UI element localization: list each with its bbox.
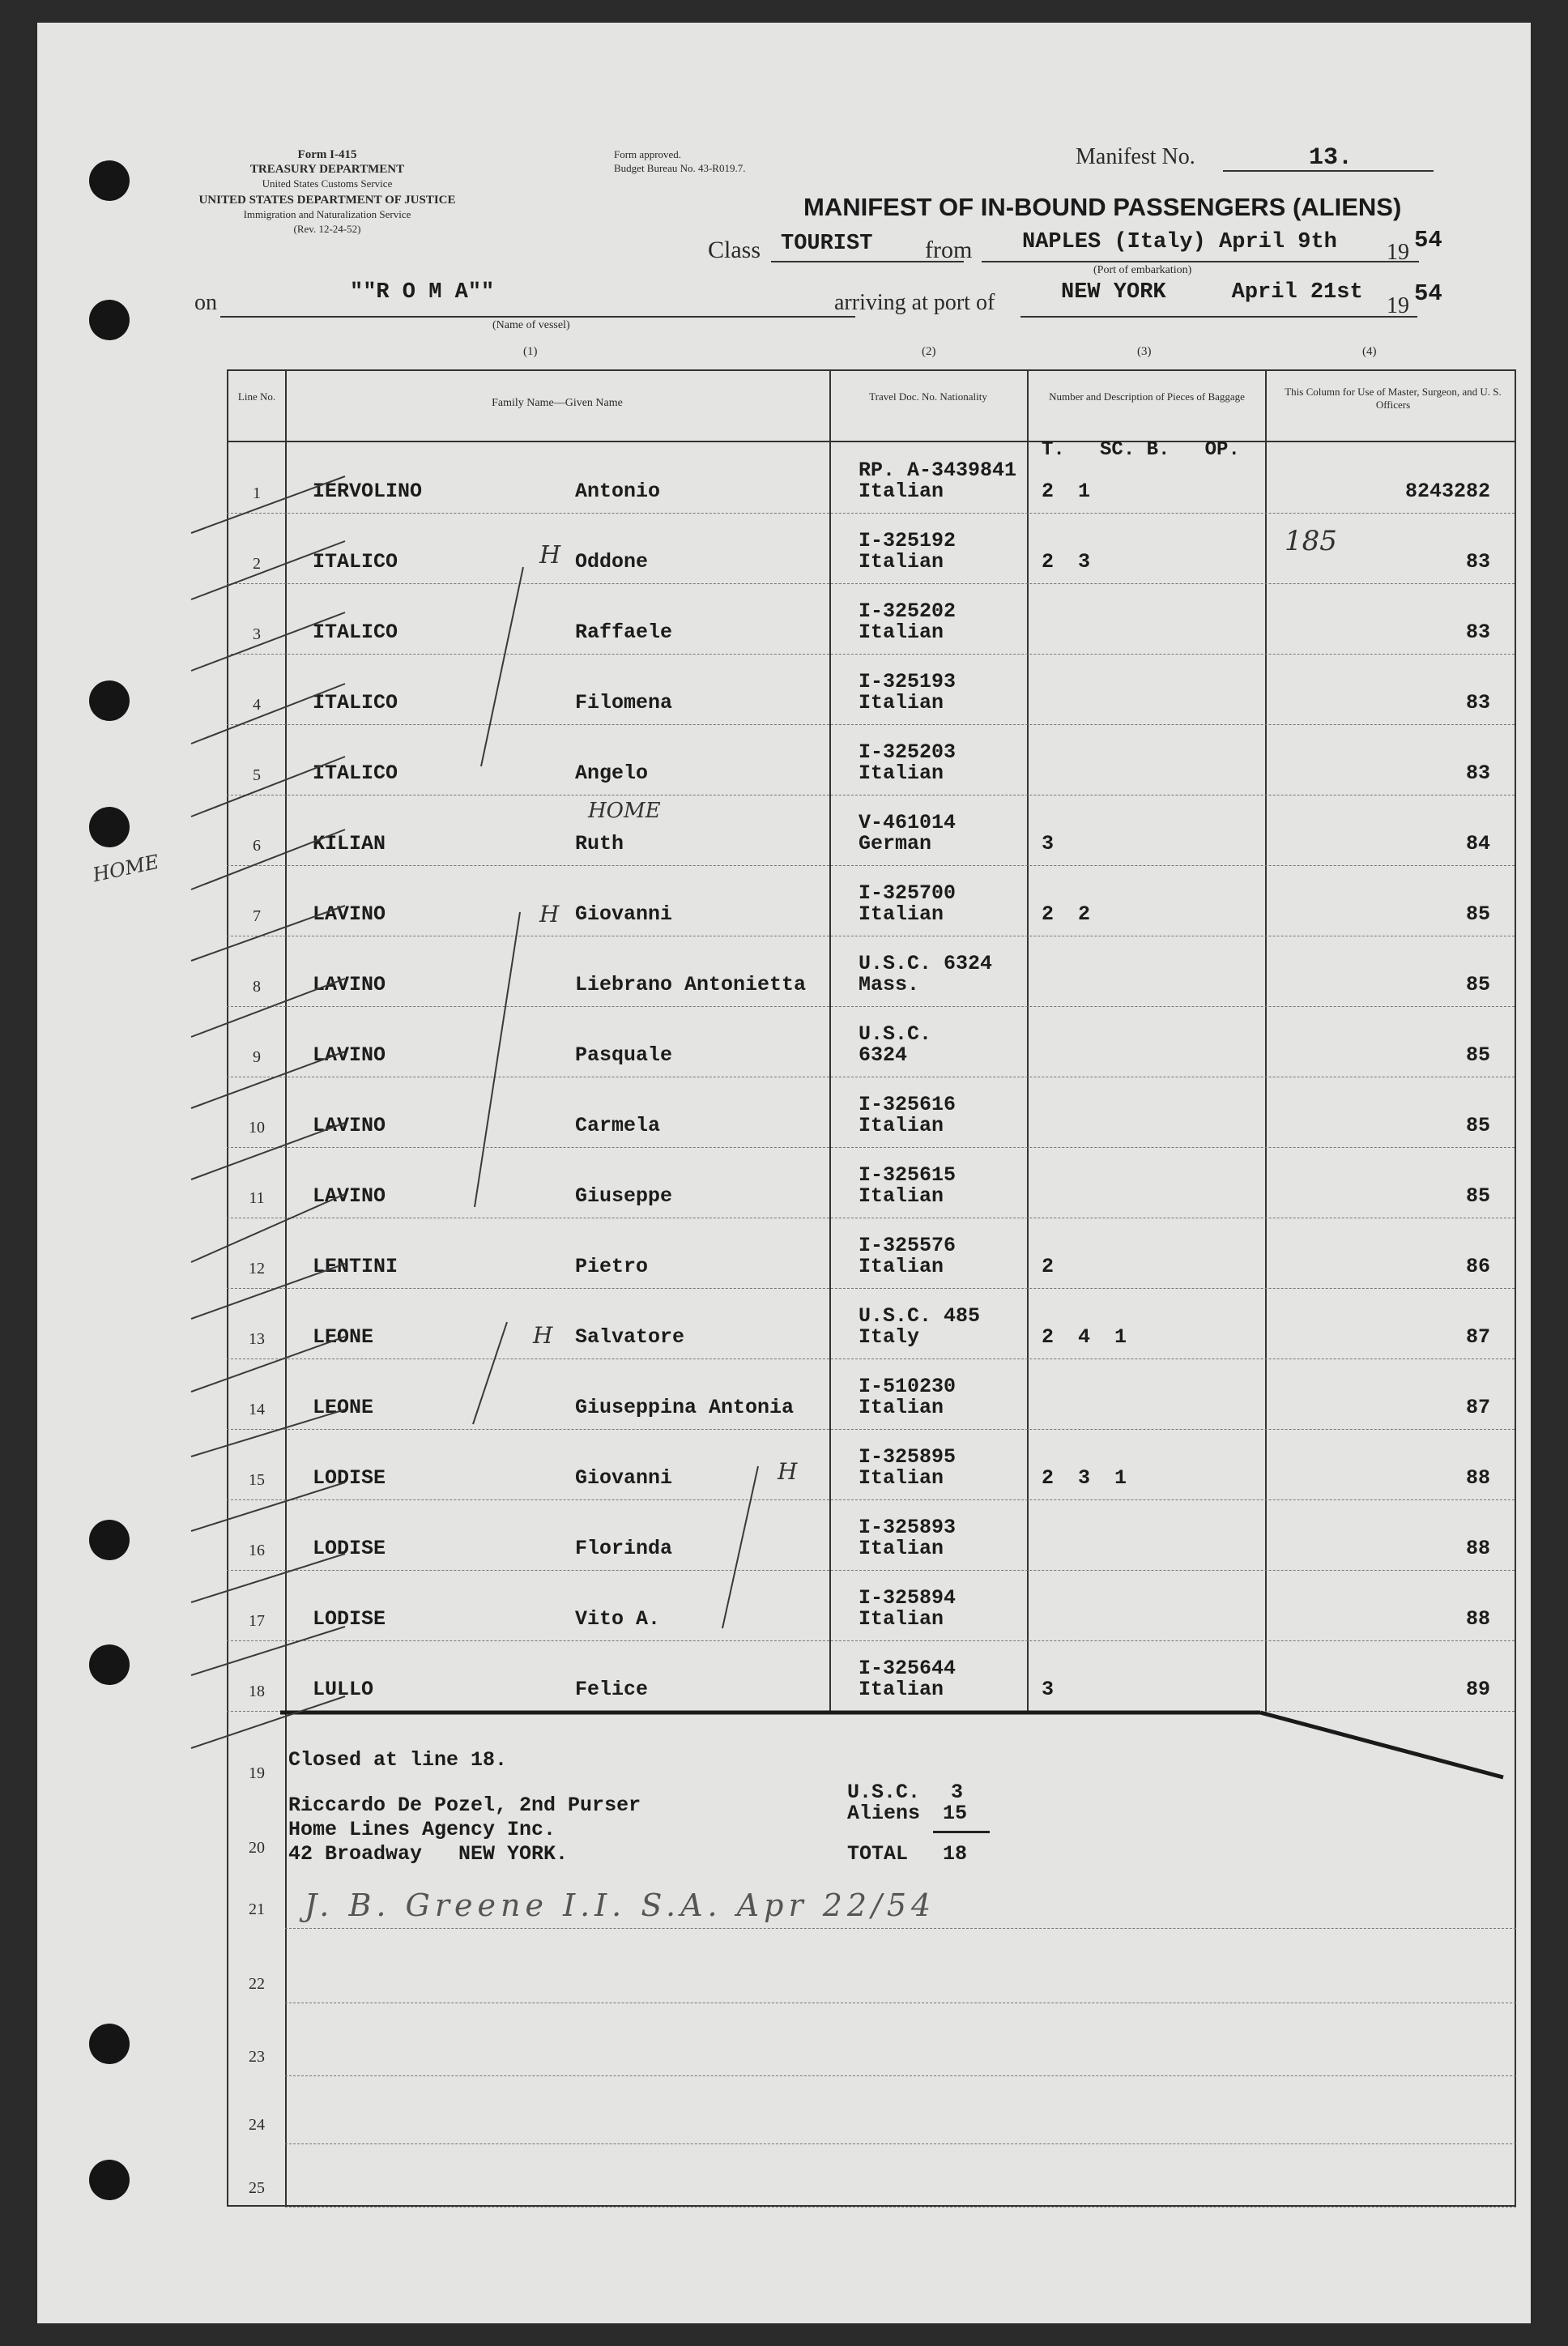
travel-doc-number: U.S.C. 6324 [859,952,993,975]
given-name: Felice [575,1678,649,1701]
line-number: 17 [249,1612,265,1630]
check-mark [191,1264,345,1319]
given-name: Angelo [575,761,649,785]
usc-label: U.S.C. [847,1781,921,1804]
baggage-count: 2 3 [1042,550,1091,574]
nationality: Italian [859,1607,944,1631]
given-name: Vito A. [575,1607,661,1631]
year-value: 54 [1414,227,1442,254]
given-name: Carmela [575,1114,661,1137]
nationality: Italian [859,621,944,644]
check-mark [191,612,345,671]
officer-column: 85 [1465,1043,1490,1067]
check-mark [191,830,345,889]
travel-doc-number: I-325893 [859,1516,957,1539]
check-mark [191,1337,345,1392]
check-mark [191,541,345,599]
officer-column: 88 [1465,1466,1490,1490]
handwritten-home-margin: HOME [90,850,161,887]
officer-column: 85 [1465,1184,1490,1208]
check-mark [191,979,345,1037]
travel-doc-number: I-325644 [859,1657,957,1680]
col-num: (3) [1137,345,1152,358]
given-name: Liebrano Antonietta [575,973,807,996]
nationality: Italian [859,1678,944,1701]
handwritten-h: H [778,1458,798,1485]
nationality: Italian [859,1184,944,1208]
total-count: 18 [943,1842,968,1866]
officer-column: 87 [1465,1325,1490,1349]
line-number: 23 [249,2048,265,2066]
baggage-count: 2 4 1 [1042,1325,1127,1349]
officer-column: 89 [1465,1678,1490,1701]
line-number: 6 [253,837,261,855]
line-number: 9 [253,1048,261,1066]
officer-column: 8243282 [1404,480,1490,503]
family-name: LAVINO [313,1114,386,1137]
family-name: LODISE [313,1537,386,1560]
handwritten-h: H [539,901,560,928]
family-name: LAVINO [313,973,386,996]
officer-column: 86 [1465,1255,1490,1278]
officer-column: 83 [1465,621,1490,644]
line-number: 2 [253,555,261,573]
page-title: MANIFEST OF IN-BOUND PASSENGERS (ALIENS) [803,193,1402,221]
handwritten-home: HOME [588,799,661,823]
manifest-page [37,23,1531,2323]
nationality: Italian [859,902,944,926]
travel-doc-number: I-325894 [859,1586,957,1610]
given-name: Ruth [575,832,624,855]
line-number: 3 [253,625,261,643]
line-number: 11 [249,1189,265,1207]
family-name: LAVINO [313,1184,386,1208]
bracket-lavino [475,912,520,1207]
nationality: Italian [859,1537,944,1560]
col-header-name: Family Name—Given Name [492,397,623,409]
line-number: 20 [249,1839,265,1857]
line-number: 21 [249,1900,265,1918]
from-label: from [925,237,973,263]
dept-ins: Immigration and Naturalization Service [243,208,411,220]
arriving-label: arriving at port of [834,290,995,315]
check-mark [191,906,345,961]
line-number: 18 [249,1683,265,1700]
check-mark [191,1627,345,1675]
col-num: (2) [922,345,936,358]
travel-doc-number: I-325616 [859,1093,957,1116]
family-name: LODISE [313,1607,386,1631]
from-value: NAPLES (Italy) April 9th [1022,230,1337,254]
check-mark [191,1482,345,1531]
given-name: Filomena [575,691,673,714]
handwritten-marks [37,23,1531,2323]
vessel-name: ""R O M A"" [350,280,495,305]
line-number: 25 [249,2179,265,2197]
family-name: ITALICO [313,761,398,785]
agency-address: 42 Broadway NEW YORK. [288,1842,569,1866]
given-name: Florinda [575,1537,673,1560]
given-name: Giuseppina Antonia [575,1396,795,1419]
line-number: 16 [249,1542,265,1559]
given-name: Raffaele [575,621,673,644]
travel-doc-number: U.S.C. [859,1022,932,1046]
bracket-lodise [722,1466,758,1628]
baggage-count: 2 3 1 [1042,1466,1127,1490]
nationality: Italian [859,1466,944,1490]
purser-name: Riccardo De Pozel, 2nd Purser [288,1794,641,1817]
given-name: Salvatore [575,1325,685,1349]
nationality: Italian [859,1255,944,1278]
nationality: Italy [859,1325,920,1349]
col-num: (4) [1362,345,1377,358]
baggage-count: 2 2 [1042,902,1091,926]
nationality: 6324 [859,1043,908,1067]
officer-column: 85 [1465,902,1490,926]
baggage-count: 3 [1042,832,1055,855]
col-num: (1) [523,345,538,358]
handwritten-185: 185 [1285,525,1337,557]
total-label: TOTAL [847,1842,909,1866]
line-number: 15 [249,1471,265,1489]
year-value: 54 [1414,280,1442,307]
travel-doc-number: I-510230 [859,1375,957,1398]
family-name: IERVOLINO [313,480,423,503]
line-number: 12 [249,1260,265,1278]
handwritten-h: H [539,541,561,569]
line-number: 1 [253,484,261,502]
line-number: 24 [249,2116,265,2134]
nationality: Mass. [859,973,920,996]
travel-doc-number: I-325576 [859,1234,957,1257]
budget-bureau: Budget Bureau No. 43-R019.7. [614,162,746,174]
nationality: Italian [859,550,944,574]
on-label: on [194,290,217,315]
baggage-count: 2 [1042,1255,1055,1278]
closed-note: Closed at line 18. [288,1748,508,1772]
line-number: 19 [249,1764,265,1782]
signature: J. B. Greene I.I. S.A. Apr 22/54 [305,1887,936,1923]
line-number: 7 [253,907,261,925]
nationality: Italian [859,761,944,785]
travel-doc-number: I-325202 [859,599,957,623]
usc-count: 3 [951,1781,964,1804]
dept-justice: UNITED STATES DEPARTMENT OF JUSTICE [198,194,456,207]
officer-column: 88 [1465,1607,1490,1631]
family-name: ITALICO [313,691,398,714]
dept-treasury: TREASURY DEPARTMENT [249,163,405,176]
officer-column: 87 [1465,1396,1490,1419]
officer-column: 88 [1465,1537,1490,1560]
family-name: LAVINO [313,902,386,926]
arriving-value: NEW YORK April 21st [1061,280,1363,305]
given-name: Antonio [575,480,661,503]
family-name: LULLO [313,1678,374,1701]
handwritten-h: H [533,1322,553,1349]
family-name: ITALICO [313,621,398,644]
aliens-label: Aliens [847,1802,921,1825]
approved-text: Form approved. [614,148,682,160]
check-mark [191,757,345,817]
check-mark [191,684,345,744]
check-mark [191,476,345,533]
travel-doc-number: I-325700 [859,881,957,905]
officer-column: 83 [1465,550,1490,574]
officer-column: 83 [1465,691,1490,714]
form-number: Form I-415 [297,148,357,161]
family-name: LEONE [313,1325,374,1349]
check-mark [191,1696,345,1748]
given-name: Pasquale [575,1043,673,1067]
travel-doc-number: I-325615 [859,1163,957,1187]
officer-column: 84 [1465,832,1490,855]
travel-doc-number: I-325203 [859,740,957,764]
baggage-subheader: T. SC. B. OP. [1042,439,1240,461]
agency-name: Home Lines Agency Inc. [288,1818,556,1841]
family-name: LAVINO [313,1043,386,1067]
year-prefix: 19 [1387,240,1409,265]
baggage-count: 3 [1042,1678,1055,1701]
col-header-officers: This Column for Use of Master, Surgeon, and U. S. Officers [1285,386,1502,411]
nationality: Italian [859,1114,944,1137]
line-number: 8 [253,978,261,996]
form-revision: (Rev. 12-24-52) [293,223,361,235]
travel-doc-number: I-325895 [859,1445,957,1469]
year-prefix: 19 [1387,293,1409,318]
officer-column: 85 [1465,1114,1490,1137]
given-name: Oddone [575,550,649,574]
family-name: LEONE [313,1396,374,1419]
bracket-leone [473,1322,507,1424]
nationality: Italian [859,691,944,714]
check-mark [191,1194,345,1262]
given-name: Giovanni [575,1466,673,1490]
aliens-count: 15 [943,1802,968,1825]
manifest-label: Manifest No. [1076,144,1195,169]
check-mark [191,1051,345,1108]
col-header-baggage: Number and Description of Pieces of Baggage [1049,390,1245,403]
port-embark-note: (Port of embarkation) [1093,264,1192,276]
line-number: 14 [249,1401,265,1418]
line-number: 4 [253,696,261,714]
travel-doc-number: I-325192 [859,529,957,552]
class-value: TOURIST [781,232,873,256]
nationality: German [859,832,932,855]
given-name: Pietro [575,1255,649,1278]
nationality: Italian [859,480,944,503]
baggage-count: 2 1 [1042,480,1091,503]
travel-doc-number: U.S.C. 485 [859,1304,981,1328]
col-header-doc: Travel Doc. No. Nationality [869,390,987,403]
manifest-number: 13. [1309,144,1353,172]
officer-column: 85 [1465,973,1490,996]
line-number: 5 [253,766,261,784]
travel-doc-number: V-461014 [859,811,957,834]
family-name: ITALICO [313,550,398,574]
family-name: KILIAN [313,832,386,855]
given-name: Giovanni [575,902,673,926]
line-number: 22 [249,1975,265,1993]
line-number: 10 [249,1119,265,1137]
nationality: Italian [859,1396,944,1419]
given-name: Giuseppe [575,1184,673,1208]
vessel-note: (Name of vessel) [492,319,570,331]
family-name: LODISE [313,1466,386,1490]
col-header-line: Line No. [237,390,276,403]
dept-customs: United States Customs Service [262,177,393,190]
line-number: 13 [249,1330,265,1348]
class-label: Class [708,237,761,263]
check-mark [191,1123,345,1179]
family-name: LENTINI [313,1255,398,1278]
travel-doc-number: RP. A-3439841 [859,459,1017,482]
check-mark [191,1410,345,1457]
officer-column: 83 [1465,761,1490,785]
check-mark [191,1554,345,1602]
bracket-italico [481,567,523,766]
travel-doc-number: I-325193 [859,670,957,693]
